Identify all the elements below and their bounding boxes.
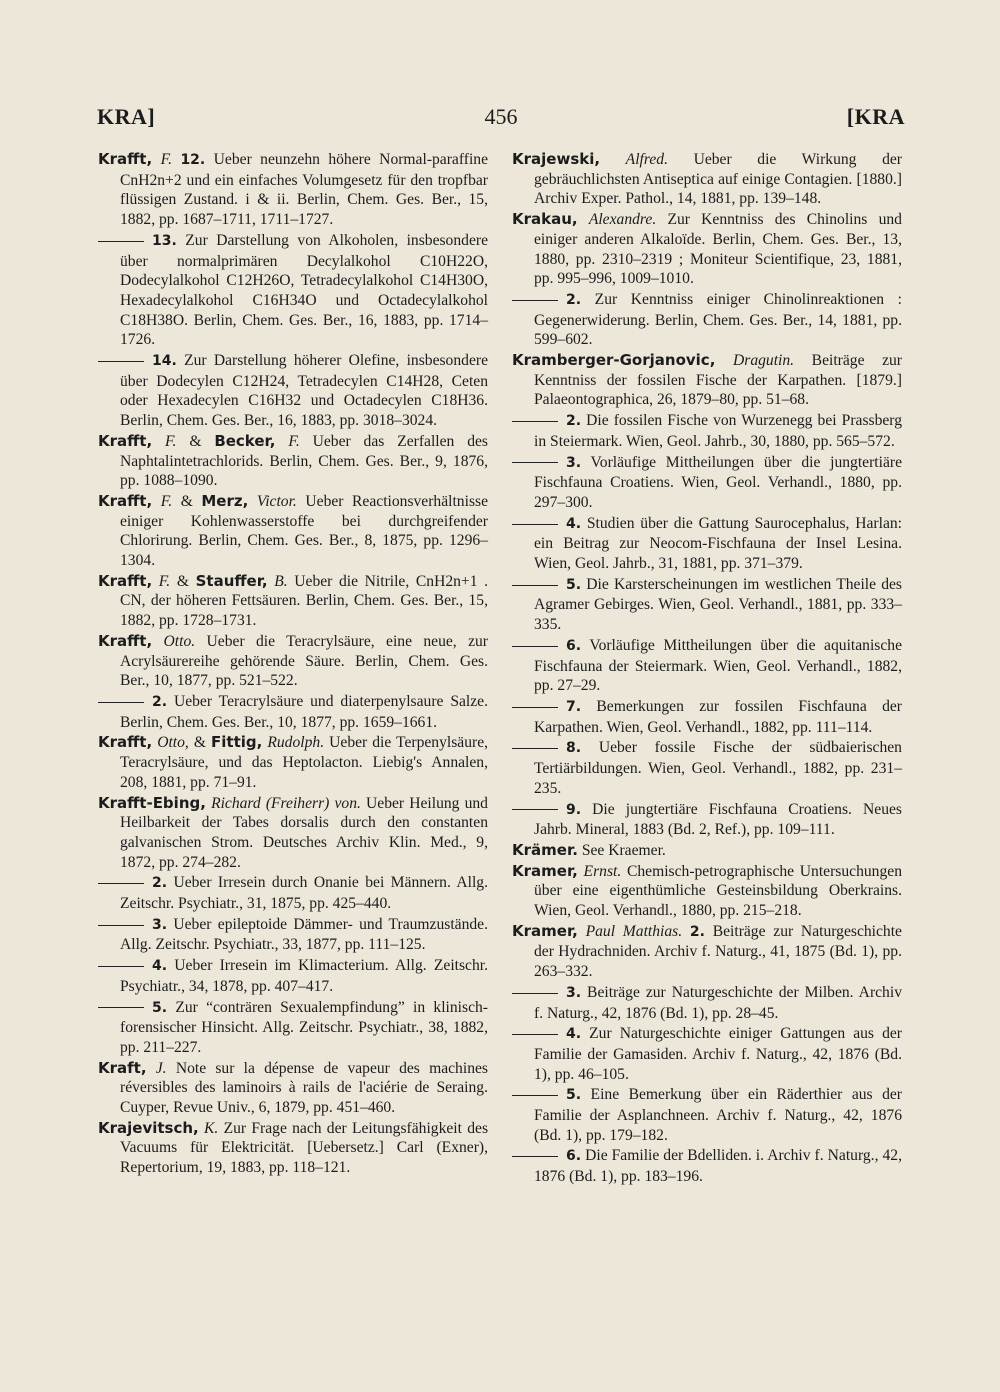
bibliography-entry xyxy=(512,290,902,350)
author-name: Krajewski, xyxy=(512,150,601,168)
bibliography-entry xyxy=(98,1119,488,1178)
entry-number: 2. xyxy=(152,693,168,710)
entry-text: Ueber Irresein durch Onanie bei Männern. Allg. Zeitschr. Psychiatr., 31, 1875, pp. 425–440. xyxy=(120,874,488,913)
author-name: Kraft, xyxy=(98,1058,147,1077)
ditto-dash xyxy=(98,1007,144,1008)
entry-number: 3. xyxy=(566,454,582,471)
author-given-name: Otto, xyxy=(157,734,189,752)
entry-text: Die Familie der Bdelliden. i. Archiv f. Naturg., 42, 1876 (Bd. 1), pp. 183–196. xyxy=(534,1147,902,1186)
entry-text: Chemisch-petrographische Untersuchungen über eine eigenthümliche Gesteinsbildung Oberkrains. Wien, Geol. Verhandl., 1880, pp. 215–218. xyxy=(534,862,902,920)
bibliography-entry: Krafft, Otto, & Fittig, Rudolph. Ueber die Terpenylsäure, Teracrylsäure, und das Heptolacton. Liebig's Annalen, 208, 1881, pp. 71–91. xyxy=(98,733,489,791)
bibliography-entry xyxy=(98,351,488,431)
entry-text: Ueber fossile Fische der südbaierischen Tertiärbildungen. Wien, Geol. Verhandl., 1882, pp. 231–235. xyxy=(534,739,902,797)
coauthor-name: Fittig, xyxy=(211,733,263,752)
bibliography-entry xyxy=(512,210,902,289)
ditto-dash xyxy=(512,1095,558,1096)
ditto-dash xyxy=(98,361,144,362)
ditto-dash xyxy=(98,241,144,242)
ditto-dash xyxy=(98,925,144,926)
entry-text: Ueber Heilung und Heilbarkeit der Tabes dorsalis durch den constanten galvanischen Strom. Deutsches Archiv Klin. Med., 9, 1872, pp. 274–282. xyxy=(120,794,488,871)
entry-text: Bemerkungen zur fossilen Fischfauna der Karpathen. Wien, Geol. Verhandl., 1882, pp. 111–114. xyxy=(534,697,902,736)
ditto-dash xyxy=(98,702,144,703)
author-given-name: F. xyxy=(165,432,177,450)
entry-number: 6. xyxy=(566,637,582,654)
right-column xyxy=(512,150,902,1188)
header-left: KRA] xyxy=(97,104,156,129)
entry-number: 4. xyxy=(566,1026,582,1043)
left-column xyxy=(98,150,488,1179)
bibliography-entry xyxy=(98,150,488,230)
author-name: Krafft-Ebing, xyxy=(98,793,206,812)
bibliography-entry xyxy=(512,800,902,840)
entry-number: 3. xyxy=(566,984,582,1001)
ditto-dash xyxy=(512,707,558,708)
bibliography-entry xyxy=(512,150,902,209)
entry-number: 2. xyxy=(566,291,582,308)
bibliography-entry xyxy=(512,351,902,410)
bibliography-entry xyxy=(98,956,488,996)
author-name: Krafft, xyxy=(98,733,153,752)
bibliography-entry xyxy=(98,794,488,873)
author-given-name: J. xyxy=(155,1059,167,1077)
ditto-dash xyxy=(98,966,144,967)
entry-number: 2. xyxy=(689,923,705,940)
entry-text: Ueber die Teracrylsäure, eine neue, zur Acrylsäurereihe gehörende Säure. Berlin, Chem. Ges. Ber., 10, 1877, pp. 521–522. xyxy=(120,632,488,690)
bibliography-entry: Krafft, F. & Stauffer, B. Ueber die Nitrile, CnH2n+1 . CN, der höheren Fettsäuren. Berlin, Chem. Ges. Ber., 15, 1882, pp. 1728–1731. xyxy=(98,571,489,630)
ditto-dash xyxy=(512,1156,558,1157)
running-header xyxy=(97,104,905,138)
author-name: Krafft, xyxy=(98,631,153,650)
entry-text: Beiträge zur Naturgeschichte der Milben. Archiv f. Naturg., 42, 1876 (Bd. 1), pp. 28–45. xyxy=(534,983,902,1022)
bibliography-entry xyxy=(512,738,902,798)
entry-text: Zur Kenntniss des Chinolins und einiger anderen Alkaloïde. Berlin, Chem. Ges. Ber., 13, 1880, pp. 2310–2319 ; Moniteur Scientifique, 23, 1881, pp. 995–996, 1009–1010. xyxy=(534,211,902,288)
entry-text: Beiträge zur Kenntniss der fossilen Fische der Karpathen. [1879.] Palaeontographica, 26, 1879–80, pp. 51–68. xyxy=(534,352,902,409)
coauthor-given-name: F. xyxy=(288,432,300,450)
bibliography-entry xyxy=(512,983,902,1023)
author-given-name: Otto. xyxy=(163,632,196,650)
coauthor-given-name: Rudolph. xyxy=(267,734,325,752)
bibliography-entry xyxy=(98,873,488,913)
bibliography-entry xyxy=(98,231,488,350)
page-number: 456 xyxy=(484,104,518,129)
entry-number: 12. xyxy=(180,152,206,168)
author-name: Krafft, xyxy=(98,150,153,168)
ditto-dash xyxy=(512,748,558,749)
bibliography-entry: Krafft, F. & Becker, F. Ueber das Zerfallen des Naphtalintetrachlorids. Berlin, Chem. Ges. Ber., 9, 1876, pp. 1088–1090. xyxy=(98,431,488,490)
entry-text: Studien über die Gattung Saurocephalus, Harlan: ein Beitrag zur Neocom-Fischfauna der Insel Lesina. Wien, Geol. Jahrb., 31, 1881, pp. 371–379. xyxy=(534,514,902,573)
coauthor-name: Becker, xyxy=(214,431,276,450)
bibliography-entry xyxy=(98,692,488,732)
entry-text: Zur Kenntniss einiger Chinolinreaktionen : Gegenerwiderung. Berlin, Chem. Ges. Ber., 14, 1881, pp. 599–602. xyxy=(534,290,902,349)
bibliography-entry xyxy=(512,1085,902,1145)
author-name: Krakau, xyxy=(512,210,578,229)
coauthor-given-name: Victor. xyxy=(256,492,297,510)
entry-text: Vorläufige Mittheilungen über die aquitanische Fischfauna der Steiermark. Wien, Geol. Verhandl., 1882, pp. 27–29. xyxy=(534,636,902,695)
ditto-dash xyxy=(512,809,558,810)
entry-text: Vorläufige Mittheilungen über die jungtertiäre Fischfauna Croatiens. Wien, Geol. Verhandl., 1880, pp. 297–300. xyxy=(534,453,902,511)
ditto-dash xyxy=(512,462,558,463)
author-given-name: F. xyxy=(158,572,171,590)
bibliography-entry xyxy=(512,636,902,696)
ditto-dash xyxy=(512,300,558,301)
entry-text: Ueber Irresein im Klimacterium. Allg. Zeitschr. Psychiatr., 34, 1878, pp. 407–417. xyxy=(120,957,488,995)
entry-number: 8. xyxy=(566,740,582,757)
entry-text: Zur Darstellung von Alkoholen, insbesondere über normalprimären Decylalkohol C10H22O, Dodecylalkohol C12H26O, Tetradecylalkohol C14H30O, Hexadecylalkohol C16H34O und Octadecylalkohol C18H38O. Berlin, Chem. Ges. Ber., 16, 1883, pp. 1714–1726. xyxy=(120,231,488,349)
author-given-name: Ernst. xyxy=(583,862,622,880)
author-name: Krajevitsch, xyxy=(98,1118,199,1137)
entry-text: Die Karsterscheinungen im westlichen Theile des Agramer Gebirges. Wien, Geol. Verhandl., 1881, pp. 333–335. xyxy=(534,575,902,634)
entry-text: See Kraemer. xyxy=(581,841,666,859)
entry-text: Beiträge zur Naturgeschichte der Hydrachniden. Archiv f. Naturg., 41, 1875 (Bd. 1), pp. 263–332. xyxy=(534,922,902,981)
bibliography-entry xyxy=(512,575,902,635)
bibliography-entry xyxy=(98,632,488,691)
entry-number: 4. xyxy=(152,958,168,975)
author-name: Krafft, xyxy=(98,571,153,590)
ditto-dash xyxy=(512,524,558,525)
bibliography-entry xyxy=(512,697,902,737)
author-name: Kramer, xyxy=(512,861,578,880)
bibliography-entry xyxy=(512,862,902,921)
entry-number: 5. xyxy=(566,576,582,593)
ditto-dash xyxy=(512,421,558,422)
entry-text: Zur Darstellung höherer Olefine, insbesondere über Dodecylen C12H24, Tetradecylen C14H28, Ceten oder Hexadecylen C16H32 und Octadecylen C18H36. Berlin, Chem. Ges. Ber., 16, 1883, pp. 3018–3024. xyxy=(120,352,488,430)
author-name: Krafft, xyxy=(98,431,153,450)
ditto-dash xyxy=(98,883,144,884)
bibliography-entry xyxy=(98,998,488,1058)
ditto-dash xyxy=(512,993,558,994)
entry-text: Ueber die Wirkung der gebräuchlichsten Antiseptica auf einige Contagien. [1880.] Archiv Exper. Pathol., 14, 1881, pp. 139–148. xyxy=(534,151,902,208)
entry-number: 9. xyxy=(566,801,582,818)
bibliography-entry: Krafft, F. & Merz, Victor. Ueber Reactionsverhältnisse einiger Kohlenwasserstoffe bei durchgreifender Chlorirung. Berlin, Chem. Ges. Ber., 8, 1875, pp. 1296–1304. xyxy=(98,491,488,570)
entry-text: Ueber epileptoide Dämmer- und Traumzustände. Allg. Zeitschr. Psychiatr., 33, 1877, pp. 111–125. xyxy=(120,915,488,954)
author-given-name: Richard (Freiherr) von. xyxy=(211,794,361,812)
entry-number: 6. xyxy=(566,1148,582,1165)
bibliography-entry xyxy=(98,915,488,955)
coauthor-given-name: B. xyxy=(274,572,288,590)
coauthor-name: Merz, xyxy=(201,491,249,510)
entry-text: Ueber Teracrylsäure und diaterpenylsaure Salze. Berlin, Chem. Ges. Ber., 10, 1877, pp. 1659–1661. xyxy=(120,692,488,731)
bibliography-entry xyxy=(512,453,902,513)
entry-text: Die fossilen Fische von Wurzenegg bei Prassberg in Steiermark. Wien, Geol. Jahrb., 30, 1880, pp. 565–572. xyxy=(534,412,903,450)
author-given-name: Paul Matthias. xyxy=(585,922,683,940)
bibliography-entry xyxy=(512,841,902,861)
entry-number: 2. xyxy=(566,413,582,430)
author-given-name: Alfred. xyxy=(625,151,668,168)
author-given-name: K. xyxy=(204,1119,219,1137)
entry-text: Ueber die Nitrile, CnH2n+1 . CN, der höheren Fettsäuren. Berlin, Chem. Ges. Ber., 15, 1882, pp. 1728–1731. xyxy=(120,572,489,630)
author-name: Krämer. xyxy=(512,840,578,859)
entry-text: Eine Bemerkung über ein Räderthier aus der Familie der Asplanchneen. Archiv f. Naturg., 42, 1876 (Bd. 1), pp. 179–182. xyxy=(534,1086,902,1144)
entry-number: 14. xyxy=(152,353,177,370)
entry-number: 7. xyxy=(566,698,582,715)
entry-number: 4. xyxy=(566,515,582,532)
coauthor-name: Stauffer, xyxy=(195,571,268,590)
author-given-name: F. xyxy=(160,492,173,510)
author-name: Kramer, xyxy=(512,921,578,940)
entry-text: Ueber Reactionsverhältnisse einiger Kohlenwasserstoffe bei durchgreifender Chlorirung. Berlin, Chem. Ges. Ber., 8, 1875, pp. 1296–1304. xyxy=(120,492,488,570)
bibliography-entry xyxy=(512,514,902,574)
author-name: Krafft, xyxy=(98,491,153,510)
ditto-dash xyxy=(512,1034,558,1035)
ditto-dash xyxy=(512,646,558,647)
author-given-name: Dragutin. xyxy=(732,352,795,370)
entry-number: 13. xyxy=(152,232,177,249)
author-given-name: F. xyxy=(160,151,173,168)
entry-text: Ueber die Terpenylsäure, Teracrylsäure, und das Heptolacton. Liebig's Annalen, 208, 1881, pp. 71–91. xyxy=(120,734,489,791)
entry-number: 5. xyxy=(566,1087,582,1104)
bibliography-entry xyxy=(512,922,902,982)
header-right: [KRA xyxy=(846,104,905,129)
entry-text: Zur Frage nach der Leitungsfähigkeit des Vacuums für Elektricität. [Uebersetz.] Carl (Exner), Repertorium, 19, 1883, pp. 118–121. xyxy=(120,1119,489,1177)
bibliography-entry xyxy=(512,411,902,451)
entry-text: Ueber das Zerfallen des Naphtalintetrachlorids. Berlin, Chem. Ges. Ber., 9, 1876, pp. 1088–1090. xyxy=(120,432,488,490)
bibliography-entry xyxy=(512,1146,902,1186)
entry-text: Die jungtertiäre Fischfauna Croatiens. Neues Jahrb. Mineral, 1883 (Bd. 2, Ref.), pp. 109–111. xyxy=(534,800,903,839)
entry-text: Note sur la dépense de vapeur des machines réversibles des laminoirs à rails de l'aciérie de Seraing. Cuyper, Revue Univ., 6, 1879, pp. 451–460. xyxy=(120,1059,488,1117)
entry-text: Ueber neunzehn höhere Normal-paraffine CnH2n+2 und ein einfaches Volumgesetz für den tropfbar flüssigen Zustand. i & ii. Berlin, Chem. Ges. Ber., 15, 1882, pp. 1687–1711, 1711–1727. xyxy=(120,151,488,229)
bibliography-entry xyxy=(98,1059,488,1118)
entry-number: 5. xyxy=(152,999,168,1016)
author-name: Kramberger-Gorjanovic, xyxy=(512,351,716,370)
author-given-name: Alexandre. xyxy=(588,211,657,229)
entry-number: 2. xyxy=(152,875,168,892)
entry-text: Zur “conträren Sexualempfindung” in klinisch-forensischer Hinsicht. Allg. Zeitschr. Psychiatr., 38, 1882, pp. 211–227. xyxy=(120,998,488,1056)
entry-number: 3. xyxy=(152,916,168,933)
ditto-dash xyxy=(512,585,558,586)
entry-text: Zur Naturgeschichte einiger Gattungen aus der Familie der Gamasiden. Archiv f. Naturg., 42, 1876 (Bd. 1), pp. 46–105. xyxy=(534,1025,902,1083)
bibliography-entry xyxy=(512,1024,902,1084)
